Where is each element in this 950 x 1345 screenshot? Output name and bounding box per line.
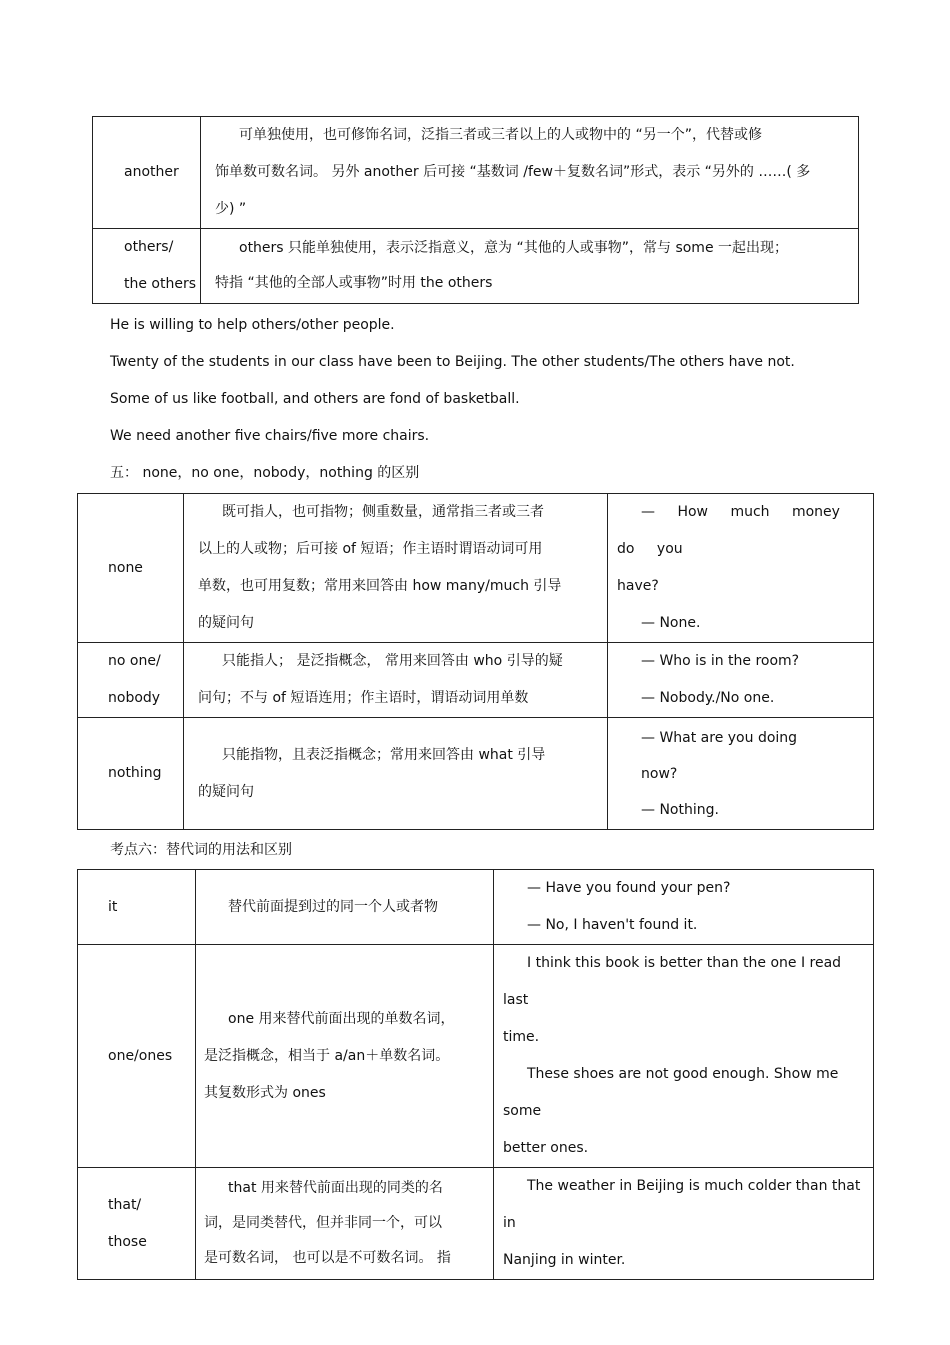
example-sentence: We need another five chairs/five more chairs.	[110, 428, 430, 444]
description-line: 以上的人或物；后可接 of 短语；作主语时谓语动词可用	[198, 541, 543, 557]
example-line: Nanjing in winter.	[503, 1252, 626, 1268]
description-line: 特指 “其他的全部人或事物”时用 the others	[215, 275, 493, 291]
table-row	[78, 494, 874, 643]
description-cell	[184, 643, 608, 718]
description-line: 只能指人； 是泛指概念， 常用来回答由 who 引导的疑	[222, 653, 563, 669]
term-label: it	[108, 898, 118, 915]
table-row	[78, 945, 874, 1168]
example-sentence: Some of us like football, and others are fond of basketball.	[110, 391, 520, 407]
term-cell	[78, 494, 184, 643]
example-line: These shoes are not good enough. Show me some	[503, 1066, 839, 1119]
description-line: 的疑问句	[198, 615, 254, 631]
description-line: 其复数形式为 ones	[204, 1084, 326, 1101]
table-another-others	[92, 116, 859, 304]
term-label: others/	[124, 239, 174, 255]
description-cell	[201, 117, 859, 229]
example-line: — Have you found your pen?	[527, 880, 731, 896]
term-cell	[78, 643, 184, 718]
section-heading-6: 考点六：替代词的用法和区别	[110, 842, 292, 858]
description-line: 词，是同类替代，但并非同一个，可以	[204, 1215, 442, 1231]
table-row	[93, 229, 859, 304]
term-label: one/ones	[108, 1047, 173, 1064]
section-heading-5: 五： none，no one，nobody，nothing 的区别	[110, 465, 420, 481]
description-line: 的疑问句	[198, 783, 254, 800]
example-line: I think this book is better than the one I read last	[503, 955, 842, 1008]
term-label: the others	[124, 276, 197, 292]
description-cell	[196, 1168, 494, 1280]
example-cell	[608, 494, 874, 643]
example-line: time.	[503, 1029, 540, 1045]
description-line: 问句；不与 of 短语连用；作主语时，谓语动词用单数	[198, 690, 529, 706]
term-cell	[93, 117, 201, 229]
term-cell	[78, 870, 196, 945]
description-line: 既可指人，也可指物；侧重数量，通常指三者或三者	[222, 504, 544, 520]
term-label: none	[108, 559, 143, 576]
term-label: that/	[108, 1196, 142, 1213]
example-line: — What are you doing	[641, 729, 798, 746]
table-substitutes	[77, 869, 874, 1280]
term-label: no one/	[108, 653, 161, 669]
table-row	[78, 718, 874, 830]
example-line: — No, I haven't found it.	[527, 917, 698, 933]
term-label: nobody	[108, 690, 161, 706]
example-cell	[608, 718, 874, 830]
table-row	[78, 1168, 874, 1280]
table-row	[78, 643, 874, 718]
example-cell	[494, 870, 874, 945]
example-line: — Nobody./No one.	[641, 690, 775, 706]
table-row	[78, 870, 874, 945]
term-cell	[93, 229, 201, 304]
description-cell	[196, 945, 494, 1168]
description-line: 少) ”	[215, 201, 247, 217]
example-cell	[494, 945, 874, 1168]
example-line: The weather in Beijing is much colder than that in	[503, 1178, 861, 1231]
description-line: 是可数名词， 也可以是不可数名词。 指	[204, 1250, 451, 1266]
description-cell	[201, 229, 859, 304]
table-none-nobody-nothing	[77, 493, 874, 830]
description-line: 只能指物，且表泛指概念；常用来回答由 what 引导	[222, 746, 546, 763]
example-cell	[494, 1168, 874, 1280]
description-line: one 用来替代前面出现的单数名词，	[228, 1010, 455, 1027]
description-line: 饰单数可数名词。 另外 another 后可接 “基数词 /few＋复数名词”形式，表示 “另外的 ……( 多	[215, 164, 811, 180]
example-line: better ones.	[503, 1140, 589, 1156]
table-row	[93, 117, 859, 229]
description-line: 可单独使用，也可修饰名词，泛指三者或三者以上的人或物中的 “另一个”，代替或修	[239, 127, 762, 143]
description-line: 替代前面提到过的同一个人或者物	[228, 898, 438, 915]
term-cell	[78, 1168, 196, 1280]
example-cell	[608, 643, 874, 718]
example-line: — None.	[641, 615, 701, 631]
description-line: 单数，也可用复数；常用来回答由 how many/much 引导	[198, 578, 562, 594]
example-line: have?	[617, 578, 659, 594]
example-sentence: He is willing to help others/other people.	[110, 317, 395, 333]
description-cell	[184, 718, 608, 830]
description-line: 是泛指概念，相当于 a/an＋单数名词。	[204, 1047, 450, 1064]
description-cell	[184, 494, 608, 643]
description-cell	[196, 870, 494, 945]
description-line: others 只能单独使用，表示泛指意义，意为 “其他的人或事物”，常与 some 一起出现；	[239, 240, 789, 256]
term-cell	[78, 945, 196, 1168]
term-label: those	[108, 1233, 147, 1250]
term-another: another	[124, 164, 179, 180]
term-label: nothing	[108, 765, 162, 781]
example-line: — Who is in the room?	[641, 653, 800, 669]
example-line: — Nothing.	[641, 801, 719, 818]
example-line: now?	[641, 765, 678, 782]
example-line: — How much money do you	[617, 504, 840, 557]
description-line: that 用来替代前面出现的同类的名	[228, 1180, 443, 1196]
example-sentence: Twenty of the students in our class have been to Beijing. The other students/The others have not.	[110, 354, 795, 370]
term-cell	[78, 718, 184, 830]
